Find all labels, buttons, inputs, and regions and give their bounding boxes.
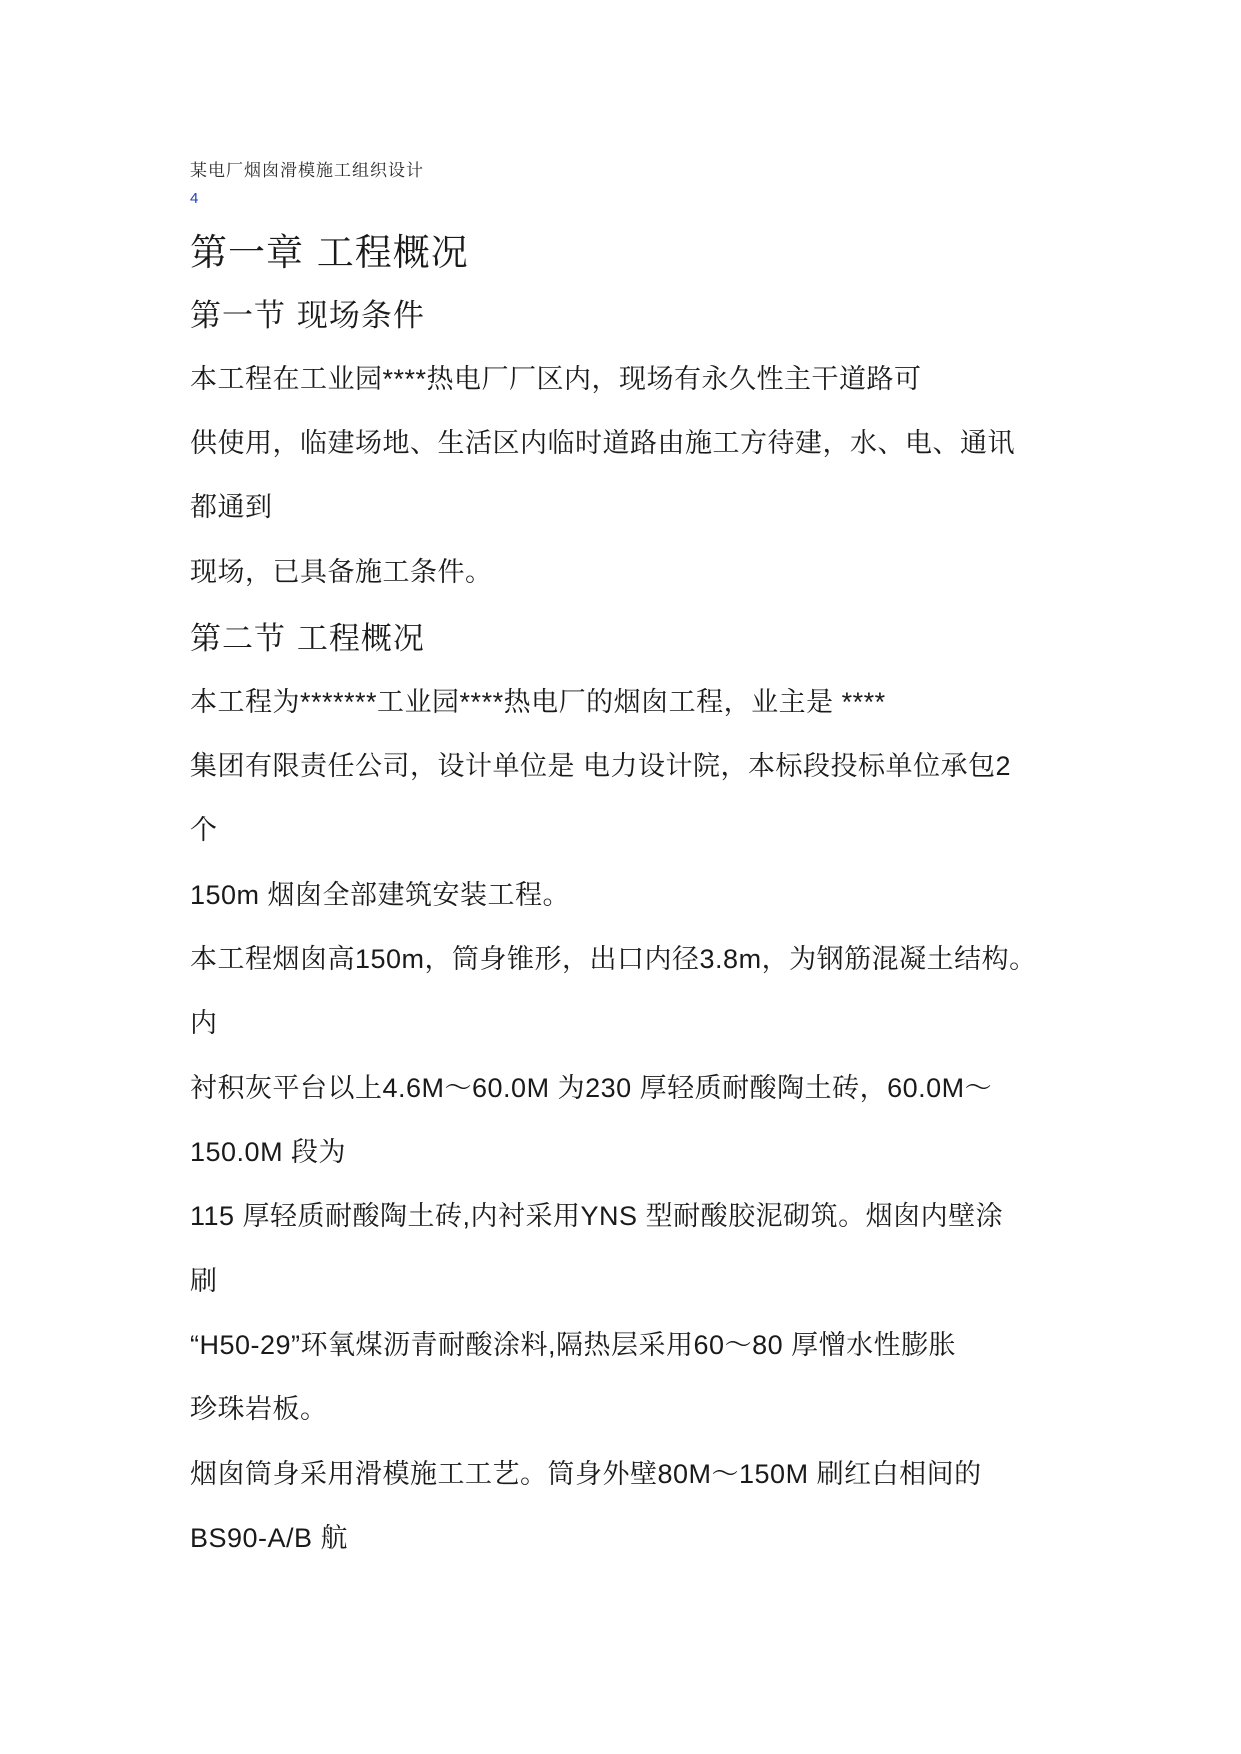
section-title-site-conditions: 第一节 现场条件 [190, 298, 425, 334]
paragraph-line: 烟囱筒身采用滑模施工工艺。筒身外壁80M～150M 刷红白相间的 [190, 1459, 982, 1489]
paragraph-line: 都通到 [190, 492, 273, 522]
paragraph-line: 本工程烟囱高150m，筒身锥形，出口内径3.8m，为钢筋混凝土结构。 [190, 944, 1037, 974]
paragraph-line: “H50-29”环氧煤沥青耐酸涂料,隔热层采用60～80 厚憎水性膨胀 [190, 1330, 957, 1360]
section-title-project-overview: 第二节 工程概况 [190, 621, 425, 657]
paragraph-line: 供使用，临建场地、生活区内临时道路由施工方待建，水、电、通讯 [190, 428, 1015, 458]
paragraph-line: 内 [190, 1008, 218, 1038]
paragraph-line: 珍珠岩板。 [190, 1394, 328, 1424]
paragraph-line: 150.0M 段为 [190, 1137, 347, 1167]
paragraph-line: 本工程在工业园****热电厂厂区内，现场有永久性主干道路可 [190, 364, 922, 394]
chapter-title: 第一章 工程概况 [190, 231, 469, 274]
document-header-title: 某电厂烟囱滑模施工组织设计 [190, 161, 424, 181]
paragraph-line: 个 [190, 815, 218, 845]
paragraph-line: 本工程为*******工业园****热电厂的烟囱工程，业主是 **** [190, 687, 886, 717]
paragraph-line: 刷 [190, 1266, 218, 1296]
paragraph-line: 现场，已具备施工条件。 [190, 557, 493, 587]
paragraph-line: 集团有限责任公司，设计单位是 电力设计院，本标段投标单位承包2 [190, 751, 1012, 781]
paragraph-line: BS90-A/B 航 [190, 1523, 349, 1553]
page-number: 4 [190, 190, 199, 207]
paragraph-line: 150m 烟囱全部建筑安装工程。 [190, 880, 571, 910]
paragraph-line: 115 厚轻质耐酸陶土砖,内衬采用YNS 型耐酸胶泥砌筑。烟囱内壁涂 [190, 1201, 1004, 1231]
paragraph-line: 衬积灰平台以上4.6M～60.0M 为230 厚轻质耐酸陶土砖，60.0M～ [190, 1073, 993, 1103]
